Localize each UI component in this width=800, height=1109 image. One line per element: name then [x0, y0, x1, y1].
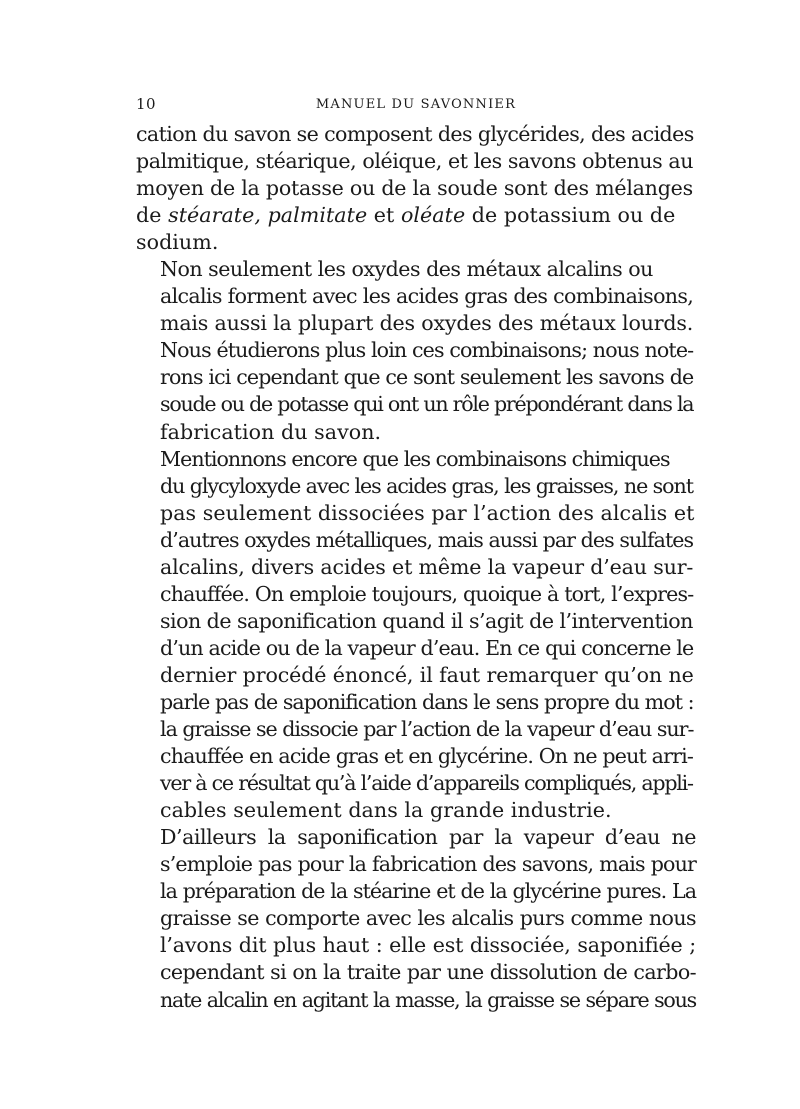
text-line: d’un acide ou de la vapeur d’eau. En ce qui concerne le: [160, 635, 694, 660]
text-line: d’autres oxydes métalliques, mais aussi par des sulfates: [160, 527, 694, 552]
paragraph-3: [136, 446, 696, 825]
italic-term: stéarate, palmitate: [168, 203, 368, 228]
italic-term: oléate: [400, 203, 466, 228]
text-line: fabrication du savon.: [160, 419, 382, 444]
text-fragment: de: [136, 203, 169, 228]
text-line: graisse se comporte avec les alcalis purs comme nous: [160, 906, 696, 931]
paragraph-4: [136, 824, 696, 1013]
text-line: la préparation de la stéarine et de la glycérine pures. La: [160, 879, 696, 904]
paragraph-2: [136, 256, 696, 445]
text-line: Non seulement les oxydes des métaux alcalins ou: [160, 257, 653, 282]
paragraph-1: [136, 121, 696, 256]
text-line: du glycyloxyde avec les acides gras, les graisses, ne sont: [160, 473, 693, 498]
text-line: parle pas de saponification dans le sens propre du mot :: [160, 689, 694, 714]
text-fragment: et: [367, 203, 401, 228]
text-line: chauffée en acide gras et en glycérine. On ne peut arri-: [160, 744, 693, 769]
text-line: ver à ce résultat qu’à l’aide d’appareils compliqués, appli-: [160, 771, 693, 796]
text-line: chauffée. On emploie toujours, quoique à tort, l’expres-: [160, 581, 694, 606]
text-line: l’avons dit plus haut : elle est dissociée, saponifiée ;: [160, 933, 696, 958]
text-line: sodium.: [136, 230, 219, 255]
text-line: alcalis forment avec les acides gras des combinaisons,: [160, 284, 694, 309]
text-line: Mentionnons encore que les combinaisons chimiques: [160, 446, 670, 471]
text-fragment: de potassium ou de: [465, 203, 676, 228]
text-line: cables seulement dans la grande industrie.: [160, 798, 612, 823]
text-line: Nous étudierons plus loin ces combinaisons; nous note-: [160, 338, 694, 363]
text-line: cation du savon se composent des glycérides, des acides: [136, 122, 694, 146]
text-line: moyen de la potasse ou de la soude sont des mélanges: [136, 176, 693, 201]
text-line: sion de saponification quand il s’agit de l’intervention: [160, 608, 693, 633]
text-line: la graisse se dissocie par l’action de la vapeur d’eau sur-: [160, 717, 694, 742]
page-header: [136, 95, 696, 117]
text-line: rons ici cependant que ce sont seulement les savons de: [160, 365, 694, 390]
text-line: mais aussi la plupart des oxydes des métaux lourds.: [160, 311, 694, 336]
text-line: nate alcalin en agitant la masse, la graisse se sépare sous: [160, 987, 696, 1012]
running-title: MANUEL DU SAVONNIER: [315, 97, 517, 112]
text-line: cependant si on la traite par une dissolution de carbo-: [160, 960, 696, 985]
page-number: 10: [136, 95, 157, 113]
text-line: dernier procédé énoncé, il faut remarquer qu’on ne: [160, 662, 694, 687]
text-line: s’emploie pas pour la fabrication des savons, mais pour: [160, 852, 696, 877]
text-line: pas seulement dissociées par l’action des alcalis et: [160, 500, 695, 525]
text-line: soude ou de potasse qui ont un rôle prépondérant dans la: [160, 392, 694, 417]
text-line: palmitique, stéarique, oléique, et les savons obtenus au: [136, 149, 694, 174]
text-line-with-italics: [136, 202, 696, 229]
body-text: [136, 121, 696, 1014]
text-line: D’ailleurs la saponification par la vapeur d’eau ne: [160, 825, 696, 850]
text-line: alcalins, divers acides et même la vapeur d’eau sur-: [160, 554, 694, 579]
